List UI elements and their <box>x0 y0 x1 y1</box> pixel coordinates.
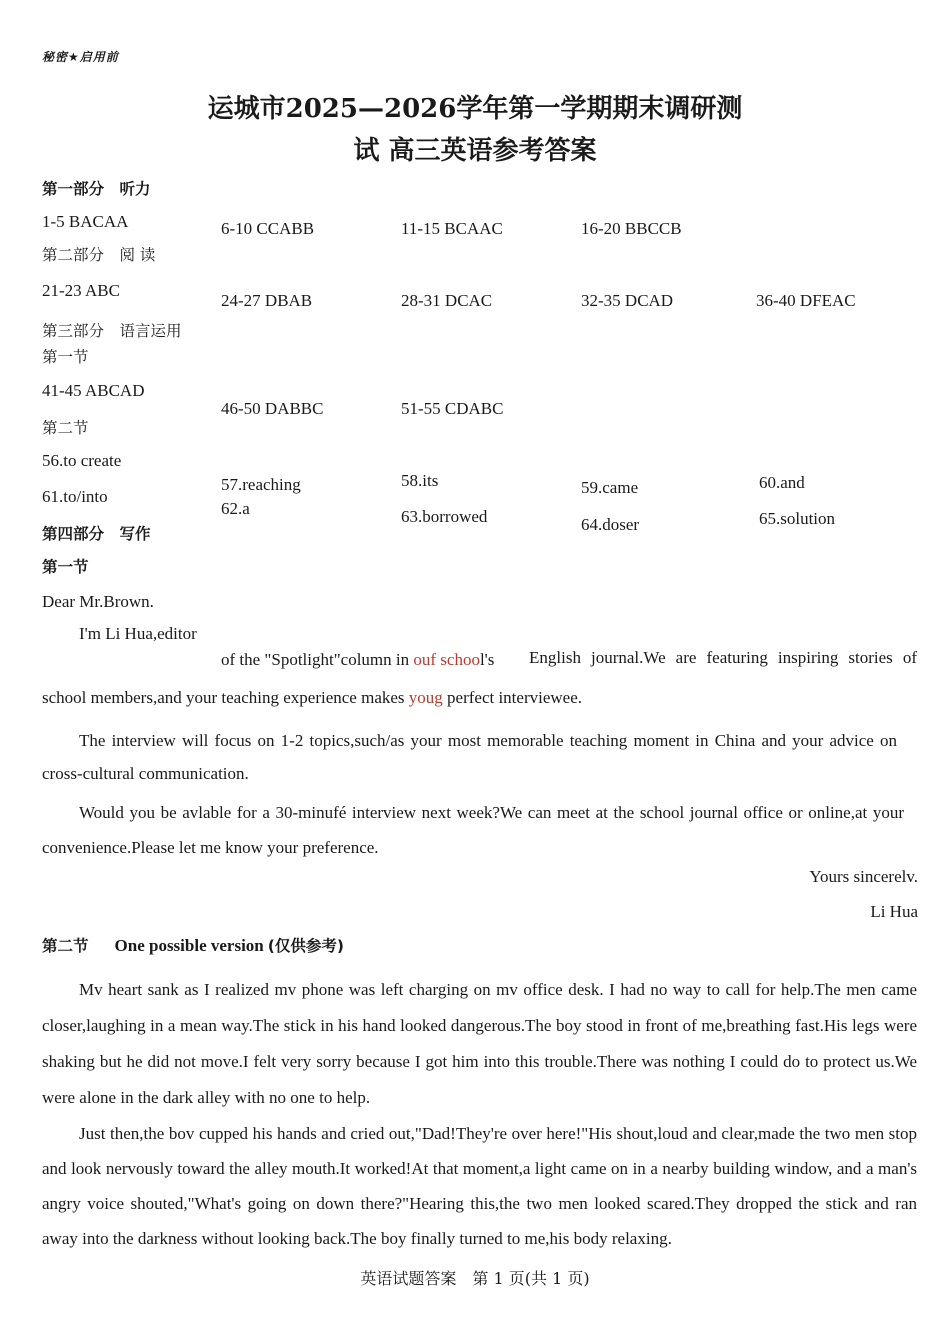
letter-line-1: I'm Li Hua,editor <box>79 624 197 643</box>
answer-59: 59.came <box>581 478 639 497</box>
answer-6-10: 6-10 CCABB <box>221 219 315 238</box>
answer-36-40: 36-40 DFEAC <box>756 291 856 310</box>
letter-closing: Yours sincerelv. <box>809 867 918 886</box>
part2-title: 第二部分 阅 读 <box>42 246 156 264</box>
part4-section2-subtitle: One possible version <box>114 936 264 955</box>
answer-62: 62.a <box>221 499 250 518</box>
letter-line-3: school members,and your teaching experience makes youg perfect interviewee. <box>42 688 583 707</box>
answer-16-20: 16-20 BBCCB <box>581 219 682 238</box>
confidential-label: 秘密★启用前 <box>42 50 119 64</box>
story-paragraph-1: Mv heart sank as I realized mv phone was left charging on mv office desk. I had no way to call for help.The men came closer,laughing in a mean way.The stick in his hand looked dangerous.The boy stood in front of me,breathing fast.His legs were shaking but he did not move.I felt very sorry because I got him into this trouble.There was nothing I could do to protect us.We were alone in the dark alley with no one to help. <box>42 980 917 1107</box>
answer-64: 64.doser <box>581 515 640 534</box>
answer-32-35: 32-35 DCAD <box>581 291 674 310</box>
answer-51-55: 51-55 CDABC <box>401 399 504 418</box>
letter-paragraph-2: The interview will focus on 1-2 topics,such/as your most memorable teaching moment in China and your advice on cross-cultural communication. <box>42 731 897 783</box>
letter-error-highlight-1: ouf schoo <box>413 650 480 669</box>
page-footer: 英语试题答案 第 1 页(共 1 页) <box>360 1269 590 1288</box>
answer-58: 58.its <box>401 471 439 490</box>
part1-title: 第一部分 听力 <box>42 180 151 198</box>
answer-65: 65.solution <box>759 509 836 528</box>
part3-section2-title: 第二节 <box>42 419 89 437</box>
answer-57: 57.reaching <box>221 475 301 494</box>
answer-24-27: 24-27 DBAB <box>221 291 313 310</box>
answer-21-23: 21-23 ABC <box>42 281 120 300</box>
answer-46-50: 46-50 DABBC <box>221 399 324 418</box>
story-paragraph-2: Just then,the bov cupped his hands and cried out,"Dad!They're over here!"His shout,loud and clear,made the two men stop and look nervously toward the alley mouth.It worked!At that moment,a light came on in a nearby building window, and a man's angry voice shouted,"What's going on down there?"Hearing this,the two men looked scared.They dropped the stick and ran away into the darkness without looking back.The boy finally turned to me,his body relaxing. <box>42 1124 917 1248</box>
answer-1-5: 1-5 BACAA <box>42 212 129 231</box>
answer-41-45: 41-45 ABCAD <box>42 381 145 400</box>
letter-error-highlight-2: youg <box>408 688 443 707</box>
page-title-line-1: 运城市2025—2026学年第一学期期末调研测 <box>207 94 743 124</box>
letter-paragraph-3: Would you be avlable for a 30-minufé interview next week?We can meet at the school journal office or online,at your convenience.Please let me know your preference. <box>42 803 904 857</box>
letter-line-2-continued: English journal.We are featuring inspiring stories of <box>529 648 917 667</box>
answer-56: 56.to create <box>42 451 122 470</box>
answer-61: 61.to/into <box>42 487 108 506</box>
part4-section1-title: 第一节 <box>42 558 89 576</box>
answer-60: 60.and <box>759 473 805 492</box>
answer-28-31: 28-31 DCAC <box>401 291 493 310</box>
letter-line-2: of the "Spotlight"column in ouf school's <box>221 650 495 669</box>
part4-section2-title: 第二节 <box>42 937 89 955</box>
part3-title: 第三部分 语言运用 <box>42 322 182 340</box>
answer-63: 63.borrowed <box>401 507 488 526</box>
part4-section2-note: (仅供参考) <box>267 937 344 955</box>
letter-greeting: Dear Mr.Brown. <box>42 592 154 611</box>
letter-signature: Li Hua <box>870 902 918 921</box>
page-title-line-2: 试 高三英语参考答案 <box>353 136 597 166</box>
part4-section2-heading <box>42 934 344 956</box>
part3-section1-title: 第一节 <box>42 348 89 366</box>
answer-11-15: 11-15 BCAAC <box>401 219 503 238</box>
part4-title: 第四部分 写作 <box>42 525 151 543</box>
